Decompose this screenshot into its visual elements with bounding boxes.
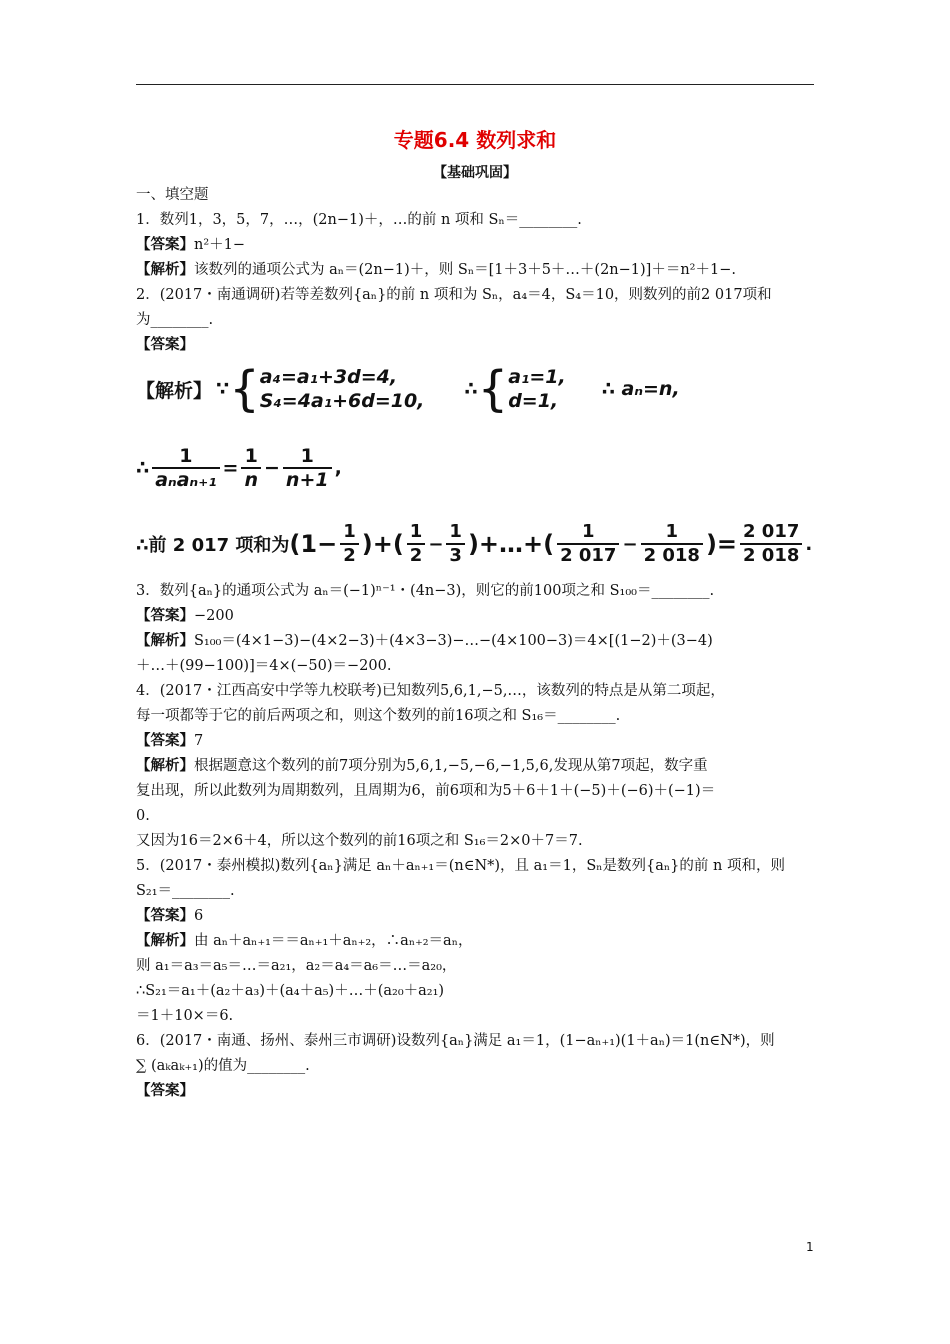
analysis-label: 【解析】 [136, 632, 194, 649]
fraction-numerator: 1 [340, 521, 359, 545]
answer-label: 【答案】 [136, 607, 194, 624]
system-one-eq2: S₄=4a₁+6d=10, [259, 390, 425, 412]
q4-analysis-line1 [136, 755, 708, 777]
fraction-numerator: 1 [446, 521, 465, 545]
q5-answer [136, 905, 203, 927]
q2-text-line1: 2．(2017・南通调研)若等差数列{aₙ}的前 n 项和为 Sₙ，a₄＝4，S₄＝10，则数列的前2 017项和 [136, 287, 772, 303]
solution-label: 【解析】 [136, 379, 213, 402]
page-title: 专题6.4 数列求和 [393, 128, 557, 152]
fraction-numerator: 1 [241, 445, 261, 469]
general-term-result: ∴ aₙ=n, [601, 378, 680, 400]
fraction-denominator: 2 018 [643, 545, 700, 566]
system-two-eq1: a₁=1, [508, 366, 566, 388]
system-two [508, 365, 566, 413]
fraction-term [283, 445, 332, 491]
q2-text-line2: 为________. [136, 312, 214, 328]
because-symbol: ∵ [216, 378, 230, 400]
fraction-term [340, 521, 359, 567]
q2-solution-fraction [136, 440, 342, 496]
header-rule [136, 84, 814, 85]
q6-answer-label: 【答案】 [136, 1082, 194, 1099]
system-one [260, 365, 425, 413]
fraction-denominator: 3 [449, 545, 462, 566]
answer-value: 7 [194, 733, 204, 749]
q3-analysis-line1 [136, 630, 713, 652]
q6-text-line1: 6．(2017・南通、扬州、泰州三市调研)设数列{aₙ}满足 a₁＝1，(1−aₙ₊₁)(1＋aₙ)＝1(n∈N*)，则 [136, 1033, 775, 1049]
therefore-symbol: ∴ [136, 457, 150, 479]
analysis-label: 【解析】 [136, 757, 194, 774]
analysis-label: 【解析】 [136, 261, 194, 278]
therefore-symbol: ∴ [464, 378, 478, 400]
equals-sign: = [222, 457, 239, 479]
analysis-label: 【解析】 [136, 932, 194, 949]
answer-label: 【答案】 [136, 907, 194, 924]
minus-sign: − [622, 533, 638, 555]
fraction-term [446, 521, 465, 567]
q2-answer-label: 【答案】 [136, 336, 194, 353]
fraction-result [740, 521, 802, 567]
analysis-text: 由 aₙ＋aₙ₊₁＝＝aₙ₊₁＋aₙ₊₂，∴aₙ₊₂＝aₙ， [194, 933, 473, 949]
sum-term3-open: ( [543, 530, 555, 558]
q4-text-line1: 4．(2017・江西高安中学等九校联考)已知数列5,6,1,−5,…，该数列的特点是从第二项起， [136, 683, 725, 699]
q5-analysis-line3: ∴S₂₁＝a₁＋(a₂＋a₃)＋(a₄＋a₅)＋…＋(a₂₀＋a₂₁) [136, 983, 445, 999]
sum-term1-open: (1− [289, 530, 338, 558]
left-brace: { [477, 361, 509, 417]
fraction-numerator: 1 [152, 445, 219, 469]
q5-text-line1: 5．(2017・泰州模拟)数列{aₙ}满足 aₙ＋aₙ₊₁＝(n∈N*)，且 a₁＝1，Sₙ是数列{aₙ}的前 n 项和，则 [136, 858, 785, 874]
fraction-denominator: 2 018 [743, 545, 800, 566]
fraction-term [557, 521, 619, 567]
q6-text-line2: ∑ (aₖaₖ₊₁)的值为________. [136, 1058, 310, 1074]
q4-analysis-line3: 0. [136, 808, 150, 824]
q5-analysis-line1 [136, 930, 472, 952]
q1-text: 1．数列1，3，5，7，…，(2n−1)＋，…的前 n 项和 Sₙ＝________. [136, 212, 582, 228]
fraction-numerator: 1 [557, 521, 619, 545]
analysis-text: S₁₀₀＝(4×1−3)−(4×2−3)＋(4×3−3)−…−(4×100−3)＝4×[(1−2)＋(3−4) [194, 633, 713, 649]
sum-term1-close: )+ [361, 530, 393, 558]
q5-analysis-line2: 则 a₁＝a₃＝a₅＝…＝a₂₁，a₂＝a₄＝a₆＝…＝a₂₀， [136, 958, 457, 974]
comma: , [334, 457, 342, 479]
q1-analysis [136, 259, 736, 281]
answer-label: 【答案】 [136, 236, 194, 253]
fraction-numerator: 1 [641, 521, 703, 545]
sum-term2-open: ( [392, 530, 404, 558]
system-two-eq2: d=1, [508, 390, 559, 412]
period: . [805, 533, 813, 555]
left-brace: { [229, 361, 260, 417]
q3-analysis-line2: ＋…＋(99−100)]＝4×(−50)＝−200. [136, 658, 392, 674]
analysis-text: 该数列的通项公式为 aₙ＝(2n−1)＋，则 Sₙ＝[1＋3＋5＋…＋(2n−1)]＋＝n²＋1−. [194, 262, 736, 278]
answer-value: 6 [194, 908, 204, 924]
fraction-numerator: 1 [283, 445, 332, 469]
fraction-denominator: n+1 [285, 469, 329, 491]
answer-value: n²＋1− [194, 237, 246, 253]
q4-answer [136, 730, 203, 752]
sum-term3-close: )= [705, 530, 738, 558]
q2-solution-system [136, 358, 680, 420]
sum-prefix: ∴前 2 017 项和为 [136, 535, 290, 556]
q5-analysis-line4: ＝1＋10×＝6. [136, 1008, 234, 1024]
fraction-denominator: 2 [409, 545, 423, 566]
section-heading: 一、填空题 [136, 187, 209, 203]
answer-label: 【答案】 [136, 732, 194, 749]
sum-term2-close: )+…+ [467, 530, 544, 558]
fraction-numerator: 1 [407, 521, 426, 545]
q3-text: 3．数列{aₙ}的通项公式为 aₙ＝(−1)ⁿ⁻¹・(4n−3)，则它的前100项之和 S₁₀₀＝________. [136, 583, 715, 599]
fraction-denominator: 2 [343, 545, 356, 566]
fraction-denominator: aₙaₙ₊₁ [155, 469, 217, 491]
fraction-numerator: 2 017 [740, 521, 802, 545]
minus-sign: − [428, 533, 444, 555]
q3-answer [136, 605, 234, 627]
q4-text-line2: 每一项都等于它的前后两项之和，则这个数列的前16项之和 S₁₆＝________. [136, 708, 621, 724]
fraction-denominator: n [244, 469, 258, 491]
fraction-term [641, 521, 703, 567]
fraction-denominator: 2 017 [560, 545, 617, 566]
q4-analysis-line4: 又因为16＝2×6＋4，所以这个数列的前16项之和 S₁₆＝2×0＋7＝7. [136, 833, 583, 849]
fraction-term [407, 521, 426, 567]
answer-value: −200 [194, 608, 234, 624]
q2-solution-sum [136, 516, 812, 572]
q4-analysis-line2: 复出现，所以此数列为周期数列，且周期为6，前6项和为5＋6＋1＋(−5)＋(−6)＋(−1)＝ [136, 783, 716, 799]
fraction-term [152, 445, 219, 491]
section-subtitle: 【基础巩固】 [433, 165, 517, 181]
page-number: 1 [806, 1240, 814, 1254]
q5-text-line2: S₂₁＝________. [136, 883, 235, 899]
minus-sign: − [264, 457, 280, 479]
fraction-term [241, 445, 261, 491]
analysis-text: 根据题意这个数列的前7项分别为5,6,1,−5,−6,−1,5,6,发现从第7项起，数字重 [194, 758, 708, 774]
system-one-eq1: a₄=a₁+3d=4, [259, 366, 398, 388]
q1-answer [136, 234, 245, 256]
